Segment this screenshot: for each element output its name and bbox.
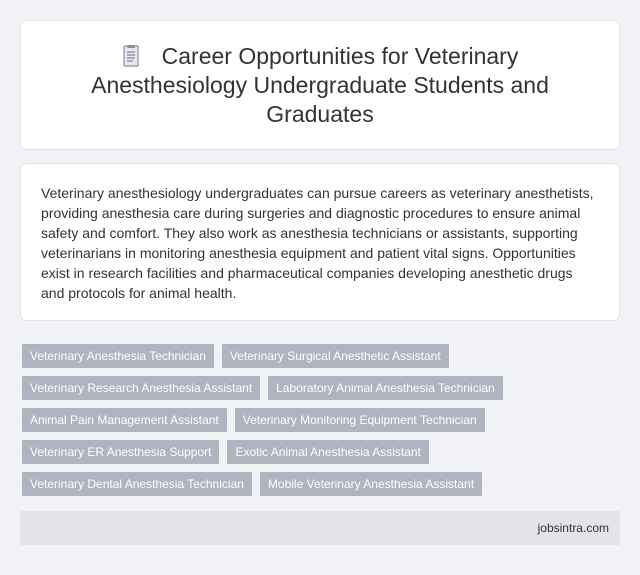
tag-mobile-veterinary-anesthesia-assistant[interactable]: Mobile Veterinary Anesthesia Assistant bbox=[260, 472, 482, 496]
page-title-text: Career Opportunities for Veterinary Anesthesiology Undergraduate Students and Graduates bbox=[91, 42, 549, 127]
tag-veterinary-surgical-anesthetic-assistant[interactable]: Veterinary Surgical Anesthetic Assistant bbox=[222, 344, 449, 368]
tag-veterinary-er-anesthesia-support[interactable]: Veterinary ER Anesthesia Support bbox=[22, 440, 219, 464]
tag-row bbox=[22, 472, 622, 496]
description-card bbox=[20, 163, 620, 321]
page-title bbox=[61, 42, 579, 129]
description-text: Veterinary anesthesiology undergraduates can pursue careers as veterinary anesthetists, providing anesthesia care during surgeries and diagnostic procedures to ensure animal safety and comfort. They also work as anesthesia technicians or assistants, supporting veterinarians in monitoring anesthesia equipment and patient vital signs. Opportunities exist in research facilities and pharmaceutical companies developing anesthetic drugs and protocols for animal health. bbox=[41, 185, 594, 301]
tag-list bbox=[22, 344, 622, 504]
tag-laboratory-animal-anesthesia-technician[interactable]: Laboratory Animal Anesthesia Technician bbox=[268, 376, 503, 400]
tag-veterinary-dental-anesthesia-technician[interactable]: Veterinary Dental Anesthesia Technician bbox=[22, 472, 252, 496]
tag-row bbox=[22, 344, 622, 368]
tag-veterinary-research-anesthesia-assistant[interactable]: Veterinary Research Anesthesia Assistant bbox=[22, 376, 260, 400]
document-icon bbox=[122, 45, 140, 67]
tag-veterinary-anesthesia-technician[interactable]: Veterinary Anesthesia Technician bbox=[22, 344, 214, 368]
title-card bbox=[20, 20, 620, 150]
footer-site-link[interactable]: jobsintra.com bbox=[537, 521, 609, 535]
tag-row bbox=[22, 376, 622, 400]
tag-animal-pain-management-assistant[interactable]: Animal Pain Management Assistant bbox=[22, 408, 227, 432]
tag-row bbox=[22, 440, 622, 464]
footer bbox=[20, 511, 620, 545]
tag-veterinary-monitoring-equipment-technician[interactable]: Veterinary Monitoring Equipment Technician bbox=[235, 408, 485, 432]
tag-row bbox=[22, 408, 622, 432]
tag-exotic-animal-anesthesia-assistant[interactable]: Exotic Animal Anesthesia Assistant bbox=[227, 440, 428, 464]
